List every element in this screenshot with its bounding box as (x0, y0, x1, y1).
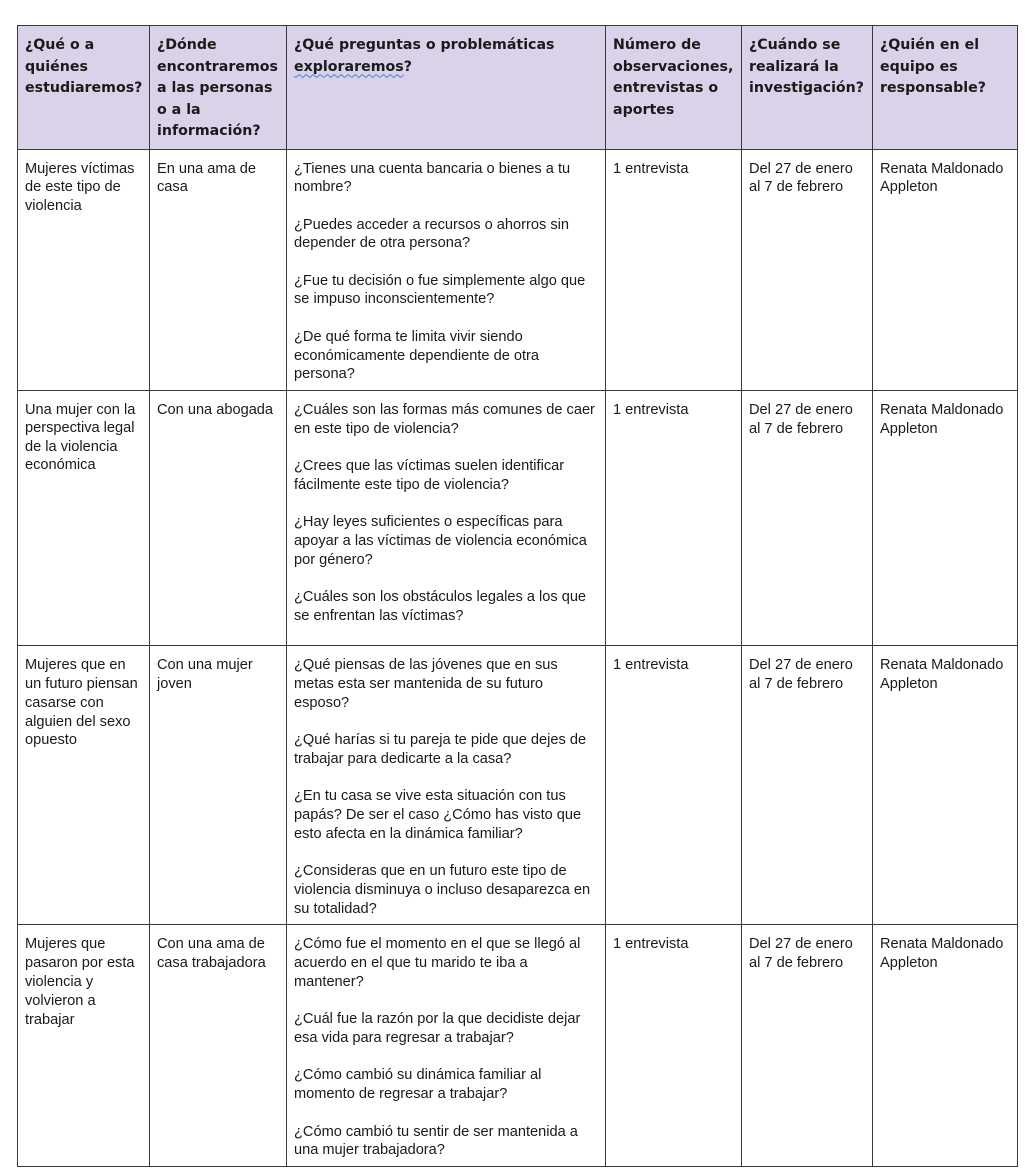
question: ¿Cómo cambió su dinámica familiar al momento de regresar a trabajar? (294, 1067, 542, 1103)
header-row (18, 26, 1018, 150)
cell-responsible: Renata Maldonado Appleton (873, 149, 1018, 391)
question: ¿Tienes una cuenta bancaria o bienes a tu nombre? (294, 160, 571, 196)
cell-responsible: Renata Maldonado Appleton (873, 646, 1018, 925)
header-who: ¿Qué o a quiénes estudiaremos? (18, 26, 150, 150)
cell-where: Con una ama de casa trabajadora (150, 925, 287, 1167)
question: ¿Qué piensas de las jóvenes que en sus metas esta ser mantenida de su futuro esposo? (294, 657, 558, 711)
table-row (18, 925, 1018, 1167)
header-where: ¿Dónde encontraremos a las personas o a la información? (150, 26, 287, 150)
header-questions-text: ¿Qué preguntas o problemáticas (294, 37, 555, 53)
cell-when: Del 27 de enero al 7 de febrero (742, 149, 873, 391)
cell-count: 1 entrevista (606, 925, 742, 1167)
question: ¿En tu casa se vive esta situación con tus papás? De ser el caso ¿Cómo has visto que esto afecta en la dinámica familiar? (294, 788, 582, 842)
question: ¿Puedes acceder a recursos o ahorros sin depender de otra persona? (294, 216, 569, 252)
table-row (18, 646, 1018, 925)
table-row (18, 391, 1018, 646)
research-plan-table (17, 25, 1018, 1167)
cell-count: 1 entrevista (606, 149, 742, 391)
cell-who: Mujeres que pasaron por esta violencia y volvieron a trabajar (18, 925, 150, 1167)
cell-where: Con una abogada (150, 391, 287, 646)
question: ¿Fue tu decisión o fue simplemente algo que se impuso inconscientemente? (294, 272, 586, 308)
header-questions (287, 26, 606, 150)
question: ¿Cuáles son las formas más comunes de caer en este tipo de violencia? (294, 402, 595, 437)
question: ¿Consideras que en un futuro este tipo de violencia disminuya o incluso desaparezca en su totalidad? (294, 863, 591, 917)
cell-responsible: Renata Maldonado Appleton (873, 391, 1018, 646)
cell-where: Con una mujer joven (150, 646, 287, 925)
cell-who: Mujeres que en un futuro piensan casarse con alguien del sexo opuesto (18, 646, 150, 925)
question: ¿Cómo cambió tu sentir de ser mantenida a una mujer trabajadora? (294, 1123, 578, 1159)
cell-when: Del 27 de enero al 7 de febrero (742, 391, 873, 646)
cell-questions (287, 646, 606, 925)
question: ¿Crees que las víctimas suelen identificar fácilmente este tipo de violencia? (294, 458, 565, 494)
cell-where: En una ama de casa (150, 149, 287, 391)
cell-when: Del 27 de enero al 7 de febrero (742, 925, 873, 1167)
table-row (18, 149, 1018, 391)
header-responsible: ¿Quién en el equipo es responsable? (873, 26, 1018, 150)
cell-who: Una mujer con la perspectiva legal de la violencia económica (18, 391, 150, 646)
question: ¿Cuáles son los obstáculos legales a los que se enfrentan las víctimas? (294, 589, 587, 625)
header-questions-spellcheck-word[interactable]: exploraremos (294, 58, 404, 75)
cell-count: 1 entrevista (606, 646, 742, 925)
question: ¿Qué harías si tu pareja te pide que dejes de trabajar para dedicarte a la casa? (294, 732, 587, 767)
question: ¿Cómo fue el momento en el que se llegó al acuerdo en el que tu marido te iba a mantener? (294, 936, 581, 991)
header-questions-suffix: ? (403, 58, 412, 75)
header-count: Número de observaciones, entrevistas o aportes (606, 26, 742, 150)
cell-questions (287, 149, 606, 391)
header-when: ¿Cuándo se realizará la investigación? (742, 26, 873, 150)
cell-questions (287, 391, 606, 646)
cell-who: Mujeres víctimas de este tipo de violencia (18, 149, 150, 391)
question: ¿De qué forma te limita vivir siendo económicamente dependiente de otra persona? (294, 328, 540, 383)
cell-questions (287, 925, 606, 1167)
cell-count: 1 entrevista (606, 391, 742, 646)
cell-when: Del 27 de enero al 7 de febrero (742, 646, 873, 925)
question: ¿Hay leyes suficientes o específicas para apoyar a las víctimas de violencia económica por género? (294, 514, 587, 568)
question: ¿Cuál fue la razón por la que decidiste dejar esa vida para regresar a trabajar? (294, 1011, 581, 1047)
cell-responsible: Renata Maldonado Appleton (873, 925, 1018, 1167)
